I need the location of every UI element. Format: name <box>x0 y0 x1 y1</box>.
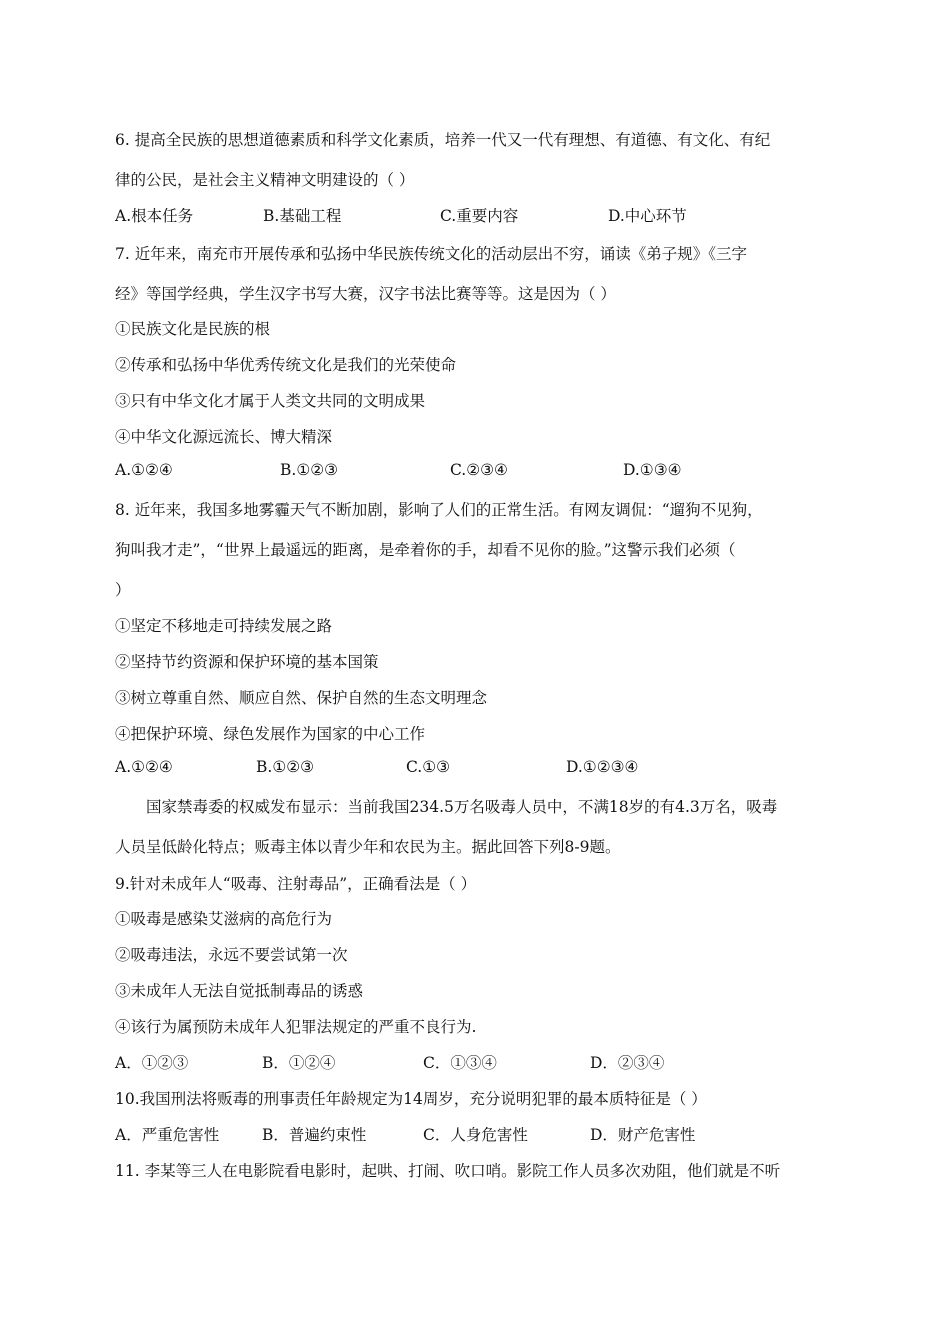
q8-stem-line-2: 狗叫我才走”，“世界上最遥远的距离，是牵着你的手，却看不见你的脸。”这警示我们必须（ <box>115 541 736 559</box>
q7-stem-line-2: 经》等国学经典，学生汉字书写大赛，汉字书法比赛等等。这是因为（ ） <box>115 285 616 303</box>
q8-item-3: ③树立尊重自然、顺应自然、保护自然的生态文明理念 <box>115 689 488 707</box>
q6-option-d: D.中心环节 <box>608 207 687 225</box>
q9-option-b: B．①②④ <box>262 1054 336 1072</box>
q10-stem: 10.我国刑法将贩毒的刑事责任年龄规定为14周岁，充分说明犯罪的最本质特征是（ ） <box>115 1090 707 1108</box>
material-line-2: 人员呈低龄化特点；贩毒主体以青少年和农民为主。据此回答下列8-9题。 <box>115 838 621 856</box>
q9-option-a: A．①②③ <box>115 1054 189 1072</box>
q8-option-c: C.①③ <box>406 758 451 776</box>
q7-item-1: ①民族文化是民族的根 <box>115 320 271 338</box>
material-line-1: 国家禁毒委的权威发布显示：当前我国234.5万名吸毒人员中，不满18岁的有4.3万名，吸毒 <box>146 798 778 816</box>
q8-stem-line-1: 8. 近年来，我国多地雾霾天气不断加剧，影响了人们的正常生活。有网友调侃：“遛狗不见狗， <box>115 501 763 519</box>
q9-item-3: ③未成年人无法自觉抵制毒品的诱惑 <box>115 982 364 1000</box>
q9-stem: 9.针对未成年人“吸毒、注射毒品”，正确看法是（ ） <box>115 875 477 893</box>
q6-option-a: A.根本任务 <box>115 207 194 225</box>
q9-option-c: C．①③④ <box>423 1054 497 1072</box>
q10-option-d: D．财产危害性 <box>590 1126 696 1144</box>
q8-option-d: D.①②③④ <box>566 758 639 776</box>
q10-option-b: B．普遍约束性 <box>262 1126 367 1144</box>
q7-option-b: B.①②③ <box>280 461 339 479</box>
q6-option-b: B.基础工程 <box>263 207 342 225</box>
q6-option-c: C.重要内容 <box>440 207 519 225</box>
q8-item-4: ④把保护环境、绿色发展作为国家的中心工作 <box>115 725 426 743</box>
q6-stem-line-1: 6. 提高全民族的思想道德素质和科学文化素质，培养一代又一代有理想、有道德、有文化、有纪 <box>115 131 771 149</box>
q7-item-3: ③只有中华文化才属于人类文共同的文明成果 <box>115 392 426 410</box>
q9-item-2: ②吸毒违法，永远不要尝试第一次 <box>115 946 348 964</box>
q7-item-2: ②传承和弘扬中华优秀传统文化是我们的光荣使命 <box>115 356 457 374</box>
q7-item-4: ④中华文化源远流长、博大精深 <box>115 428 333 446</box>
q6-stem-line-2: 律的公民，是社会主义精神文明建设的（ ） <box>115 171 415 189</box>
q8-option-b: B.①②③ <box>256 758 315 776</box>
q9-option-d: D．②③④ <box>590 1054 665 1072</box>
q11-stem-line-1: 11. 李某等三人在电影院看电影时，起哄、打闹、吹口哨。影院工作人员多次劝阻，他们就是不听 <box>115 1162 781 1180</box>
q9-item-4: ④该行为属预防未成年人犯罪法规定的严重不良行为. <box>115 1018 477 1036</box>
q8-stem-line-3: ） <box>115 581 131 599</box>
q7-option-c: C.②③④ <box>450 461 508 479</box>
q9-item-1: ①吸毒是感染艾滋病的高危行为 <box>115 910 333 928</box>
q8-option-a: A.①②④ <box>115 758 173 776</box>
q8-item-1: ①坚定不移地走可持续发展之路 <box>115 617 333 635</box>
q7-stem-line-1: 7. 近年来，南充市开展传承和弘扬中华民族传统文化的活动层出不穷，诵读《弟子规》《三字 <box>115 245 747 263</box>
q7-option-a: A.①②④ <box>115 461 173 479</box>
q10-option-c: C．人身危害性 <box>423 1126 528 1144</box>
q10-option-a: A．严重危害性 <box>115 1126 220 1144</box>
q8-item-2: ②坚持节约资源和保护环境的基本国策 <box>115 653 379 671</box>
q7-option-d: D.①③④ <box>623 461 682 479</box>
